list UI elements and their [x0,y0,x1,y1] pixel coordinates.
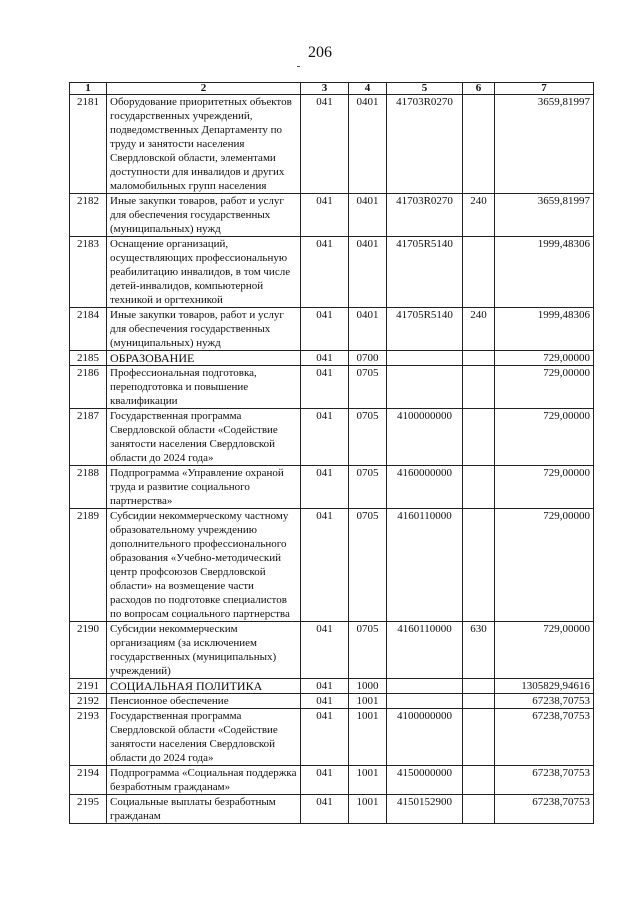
row-name: СОЦИАЛЬНАЯ ПОЛИТИКА [107,679,301,694]
table-row [70,795,594,824]
row-section-code: 0705 [349,466,387,509]
row-name: Иные закупки товаров, работ и услуг для обеспечения государственных (муниципальных) нужд [107,308,301,351]
row-section-code: 0401 [349,237,387,308]
row-amount: 3659,81997 [495,95,594,194]
header-col-7: 7 [495,83,594,95]
row-number: 2195 [70,795,107,824]
row-section-code: 0401 [349,308,387,351]
row-expense-type [463,709,495,766]
row-amount: 729,00000 [495,466,594,509]
row-target-code [387,694,463,709]
row-target-code: 4100000000 [387,409,463,466]
table-row [70,694,594,709]
table-row [70,95,594,194]
row-number: 2188 [70,466,107,509]
row-ministry-code: 041 [301,766,349,795]
row-expense-type: 240 [463,308,495,351]
row-ministry-code: 041 [301,795,349,824]
row-target-code: 41705R5140 [387,237,463,308]
row-target-code: 41705R5140 [387,308,463,351]
header-col-4: 4 [349,83,387,95]
row-expense-type [463,795,495,824]
header-row [70,83,594,95]
row-number: 2183 [70,237,107,308]
row-number: 2181 [70,95,107,194]
row-amount: 67238,70753 [495,694,594,709]
row-ministry-code: 041 [301,351,349,366]
row-amount: 1999,48306 [495,308,594,351]
table-row [70,766,594,795]
row-name: Социальные выплаты безработным гражданам [107,795,301,824]
row-section-code: 1001 [349,709,387,766]
table-row [70,679,594,694]
row-name: Подпрограмма «Социальная поддержка безработным гражданам» [107,766,301,795]
row-name: Оснащение организаций, осуществляющих профессиональную реабилитацию инвалидов, в том числе детей-инвалидов, компьютерной техникой и оргтехникой [107,237,301,308]
row-name: Государственная программа Свердловской области «Содействие занятости населения Свердловской области до 2024 года» [107,709,301,766]
table-row [70,509,594,622]
row-amount: 729,00000 [495,366,594,409]
row-ministry-code: 041 [301,237,349,308]
row-target-code [387,366,463,409]
row-section-code: 1001 [349,694,387,709]
row-expense-type [463,351,495,366]
row-name: Профессиональная подготовка, переподготовка и повышение квалификации [107,366,301,409]
header-col-3: 3 [301,83,349,95]
row-number: 2184 [70,308,107,351]
row-ministry-code: 041 [301,95,349,194]
row-expense-type [463,766,495,795]
row-expense-type: 240 [463,194,495,237]
row-name: Подпрограмма «Управление охраной труда и развитие социального партнерства» [107,466,301,509]
row-amount: 729,00000 [495,622,594,679]
row-number: 2191 [70,679,107,694]
table-row [70,351,594,366]
row-target-code: 41703R0270 [387,95,463,194]
row-target-code: 4100000000 [387,709,463,766]
header-col-1: 1 [70,83,107,95]
row-number: 2194 [70,766,107,795]
row-target-code: 4160000000 [387,466,463,509]
row-amount: 1305829,94616 [495,679,594,694]
row-target-code [387,679,463,694]
row-expense-type [463,679,495,694]
row-ministry-code: 041 [301,509,349,622]
row-ministry-code: 041 [301,194,349,237]
row-section-code: 0705 [349,509,387,622]
row-number: 2187 [70,409,107,466]
table-row [70,622,594,679]
row-expense-type [463,409,495,466]
row-expense-type [463,237,495,308]
page-number: 206 [308,44,332,61]
row-ministry-code: 041 [301,679,349,694]
table-row [70,308,594,351]
row-expense-type [463,694,495,709]
header-col-6: 6 [463,83,495,95]
row-amount: 729,00000 [495,409,594,466]
page-mark [297,66,300,67]
row-number: 2193 [70,709,107,766]
table-row [70,466,594,509]
row-ministry-code: 041 [301,366,349,409]
row-number: 2182 [70,194,107,237]
row-section-code: 1000 [349,679,387,694]
budget-table [69,82,594,824]
row-name: Иные закупки товаров, работ и услуг для обеспечения государственных (муниципальных) нужд [107,194,301,237]
row-amount: 67238,70753 [495,795,594,824]
row-number: 2192 [70,694,107,709]
table-row [70,366,594,409]
row-target-code: 4160110000 [387,509,463,622]
row-number: 2190 [70,622,107,679]
row-number: 2189 [70,509,107,622]
row-name: Пенсионное обеспечение [107,694,301,709]
row-ministry-code: 041 [301,622,349,679]
row-expense-type [463,509,495,622]
row-ministry-code: 041 [301,409,349,466]
row-section-code: 1001 [349,795,387,824]
row-section-code: 0401 [349,95,387,194]
table-row [70,194,594,237]
row-section-code: 0705 [349,366,387,409]
row-ministry-code: 041 [301,709,349,766]
row-target-code [387,351,463,366]
table-row [70,409,594,466]
row-number: 2186 [70,366,107,409]
row-name: Субсидии некоммерческому частному образовательному учреждению дополнительного профессионального образования «Учебно-методический центр профсоюзов Свердловской области» на возмещение части расходов по подготовке специалистов по вопросам социального партнерства [107,509,301,622]
row-target-code: 4150000000 [387,766,463,795]
header-col-2: 2 [107,83,301,95]
row-ministry-code: 041 [301,694,349,709]
row-section-code: 0705 [349,622,387,679]
row-amount: 729,00000 [495,509,594,622]
row-ministry-code: 041 [301,308,349,351]
row-amount: 3659,81997 [495,194,594,237]
row-section-code: 1001 [349,766,387,795]
row-target-code: 4150152900 [387,795,463,824]
row-amount: 1999,48306 [495,237,594,308]
row-name: Субсидии некоммерческим организациям (за исключением государственных (муниципальных) учреждений) [107,622,301,679]
row-expense-type [463,95,495,194]
row-name: ОБРАЗОВАНИЕ [107,351,301,366]
row-expense-type [463,366,495,409]
header-col-5: 5 [387,83,463,95]
row-name: Оборудование приоритетных объектов государственных учреждений, подведомственных Департаменту по труду и занятости населения Свердловской области, элементами доступности для инвалидов и других маломобильных групп населения [107,95,301,194]
row-target-code: 4160110000 [387,622,463,679]
row-expense-type: 630 [463,622,495,679]
row-name: Государственная программа Свердловской области «Содействие занятости населения Свердловской области до 2024 года» [107,409,301,466]
row-target-code: 41703R0270 [387,194,463,237]
row-amount: 67238,70753 [495,766,594,795]
row-expense-type [463,466,495,509]
row-section-code: 0700 [349,351,387,366]
row-section-code: 0401 [349,194,387,237]
row-section-code: 0705 [349,409,387,466]
row-ministry-code: 041 [301,466,349,509]
row-amount: 729,00000 [495,351,594,366]
row-number: 2185 [70,351,107,366]
row-amount: 67238,70753 [495,709,594,766]
table-row [70,709,594,766]
table-row [70,237,594,308]
